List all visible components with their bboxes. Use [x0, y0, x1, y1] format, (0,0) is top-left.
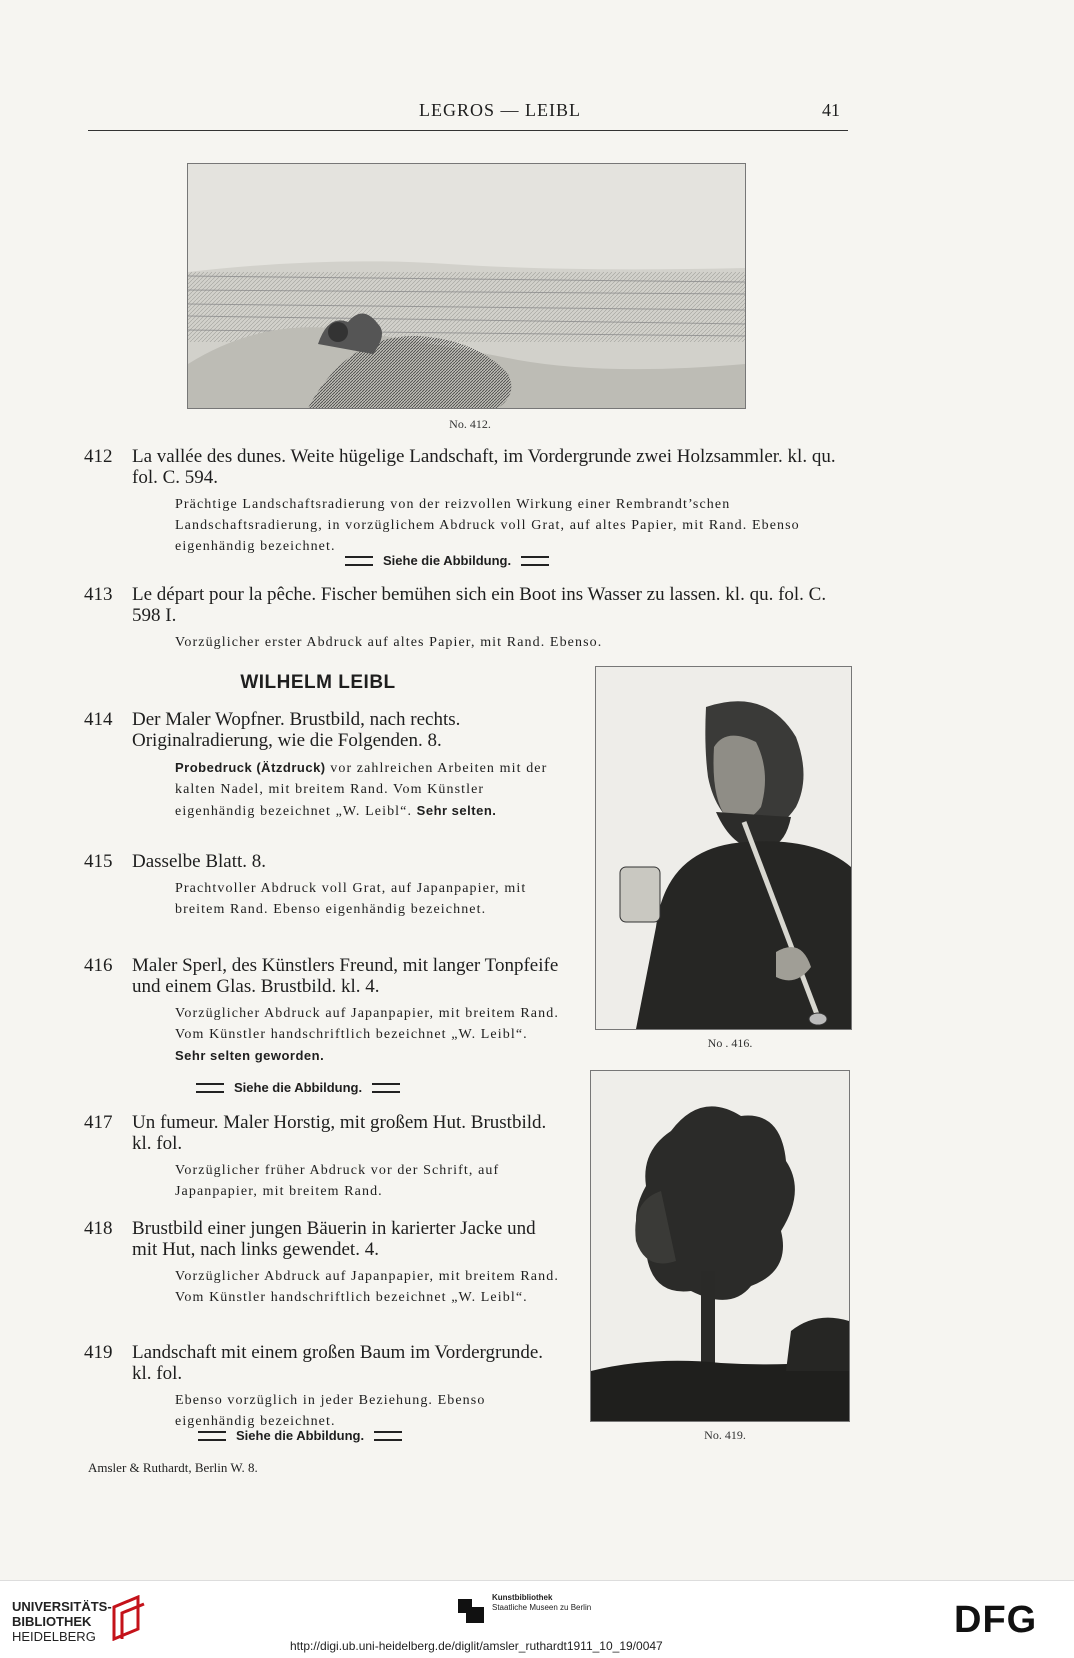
entry-description: Vorzüglicher Abdruck auf Japanpapier, mit breitem Rand. Vom Künstler handschriftlich bezeichnet „W. Leibl“. [175, 1269, 559, 1305]
running-header: LEGROS — LEIBL [419, 100, 581, 120]
entry-title: Landschaft mit einem großen Baum im Vordergrunde. kl. fol. [132, 1342, 544, 1384]
dunes-landscape-illustration [188, 164, 745, 408]
entry-title: Maler Sperl, des Künstlers Freund, mit langer Tonpfeife und einem Glas. Brustbild. kl. 4. [132, 955, 559, 997]
see-illustration-416 [196, 1080, 400, 1095]
proof-print-label: Probedruck (Ätzdruck) [175, 760, 326, 775]
entry-title: Un fumeur. Maler Horstig, mit großem Hut. Brustbild. kl. fol. [132, 1112, 547, 1154]
kb-line-1: Kunstbibliothek [492, 1593, 553, 1602]
entry-description: Prächtige Landschaftsradierung von der reizvollen Wirkung einer Rembrandt’schen Landschaftsradierung, in vorzüglichem Abdruck voll Grat, auf altes Papier, mit Rand. Ebenso eigenhändig bezeichnet. [175, 497, 800, 554]
entry-description: Ebenso vorzüglich in jeder Beziehung. Ebenso eigenhändig bezeichnet. [175, 1393, 486, 1429]
ub-logo-line-1: UNIVERSITÄTS- [12, 1599, 112, 1614]
entry-title: Le départ pour la pêche. Fischer bemühen sich ein Boot ins Wasser zu lassen. kl. qu. fol. C. 598 I. [132, 584, 827, 626]
entry-description [175, 1003, 559, 1067]
entry-416 [84, 955, 559, 1067]
entry-number: 414 [84, 709, 113, 730]
entry-number: 418 [84, 1218, 113, 1239]
large-tree-illustration [591, 1071, 849, 1421]
plate-412-caption: No. 412. [449, 417, 491, 431]
header-rule [88, 130, 848, 131]
rarity-note: Sehr selten. [416, 803, 497, 818]
double-rule-right [374, 1431, 402, 1441]
entry-418 [84, 1218, 559, 1308]
double-rule-left [198, 1431, 226, 1441]
rarity-note: Sehr selten geworden. [175, 1048, 325, 1063]
entry-number: 412 [84, 446, 113, 467]
entry-title: Der Maler Wopfner. Brustbild, nach rechts. Originalradierung, wie die Folgenden. 8. [132, 709, 461, 751]
portrait-with-pipe-illustration [596, 667, 851, 1029]
ub-red-book-icon [108, 1595, 148, 1641]
plate-416-portrait-image [595, 666, 852, 1030]
ub-logo-line-2: BIBLIOTHEK [12, 1614, 92, 1629]
entry-number: 417 [84, 1112, 113, 1133]
plate-419-tree-image [590, 1070, 850, 1422]
dfg-logo[interactable]: DFG [954, 1599, 1038, 1641]
entry-description: Vorzüglicher früher Abdruck vor der Schrift, auf Japanpapier, mit breitem Rand. [175, 1163, 500, 1199]
entry-description: Prachtvoller Abdruck voll Grat, auf Japanpapier, mit breitem Rand. Ebenso eigenhändig bezeichnet. [175, 881, 527, 917]
plate-419-caption: No. 419. [704, 1428, 746, 1442]
page-number: 41 [822, 100, 840, 120]
publisher-imprint: Amsler & Ruthardt, Berlin W. 8. [88, 1460, 258, 1475]
entry-419 [84, 1342, 559, 1432]
plate-412-landscape-image [187, 163, 746, 409]
entry-description [175, 757, 559, 822]
digitization-footer [0, 1580, 1074, 1658]
plate-416-caption: No . 416. [707, 1036, 753, 1050]
entry-417 [84, 1112, 559, 1202]
section-heading-wilhelm-leibl: WILHELM LEIBL [240, 672, 396, 693]
double-rule-right [521, 556, 549, 566]
entry-title: Dasselbe Blatt. 8. [132, 851, 267, 872]
kb-line-2: Staatliche Museen zu Berlin [492, 1603, 592, 1612]
double-rule-right [372, 1083, 400, 1093]
ub-heidelberg-logo[interactable] [12, 1599, 112, 1644]
entry-number: 419 [84, 1342, 113, 1363]
double-rule-left [196, 1083, 224, 1093]
kunstbibliothek-logo[interactable] [492, 1593, 591, 1613]
entry-description-body: vor zahlreichen Arbeiten mit der kalten Nadel, mit breitem Rand. Vom Künstler eigenhändig bezeichnet „W. Leibl“. [175, 761, 548, 819]
entry-414 [84, 709, 559, 822]
entry-number: 413 [84, 584, 113, 605]
see-illustration-label: Siehe die Abbildung. [383, 553, 512, 568]
entry-description: Vorzüglicher erster Abdruck auf altes Papier, mit Rand. Ebenso. [175, 635, 603, 650]
ub-logo-line-3: HEIDELBERG [12, 1629, 96, 1644]
entry-415 [84, 851, 559, 920]
see-illustration-412 [345, 553, 549, 568]
permalink-url[interactable]: http://digi.ub.uni-heidelberg.de/diglit/amsler_ruthardt1911_10_19/0047 [290, 1639, 663, 1653]
kunstbibliothek-logo-icon [456, 1595, 486, 1625]
entry-number: 415 [84, 851, 113, 872]
see-illustration-label: Siehe die Abbildung. [236, 1428, 365, 1443]
double-rule-left [345, 556, 373, 566]
entry-number: 416 [84, 955, 113, 976]
see-illustration-label: Siehe die Abbildung. [234, 1080, 363, 1095]
entry-title: Brustbild einer jungen Bäuerin in karierter Jacke und mit Hut, nach links gewendet. 4. [132, 1218, 536, 1260]
entry-title: La vallée des dunes. Weite hügelige Landschaft, im Vordergrunde zwei Holzsammler. kl. qu. fol. C. 594. [132, 446, 836, 488]
entry-413 [84, 584, 854, 653]
entry-description-body: Vorzüglicher Abdruck auf Japanpapier, mit breitem Rand. Vom Künstler handschriftlich bezeichnet „W. Leibl“. [175, 1006, 559, 1042]
see-illustration-419 [198, 1428, 402, 1443]
entry-412 [84, 446, 854, 557]
